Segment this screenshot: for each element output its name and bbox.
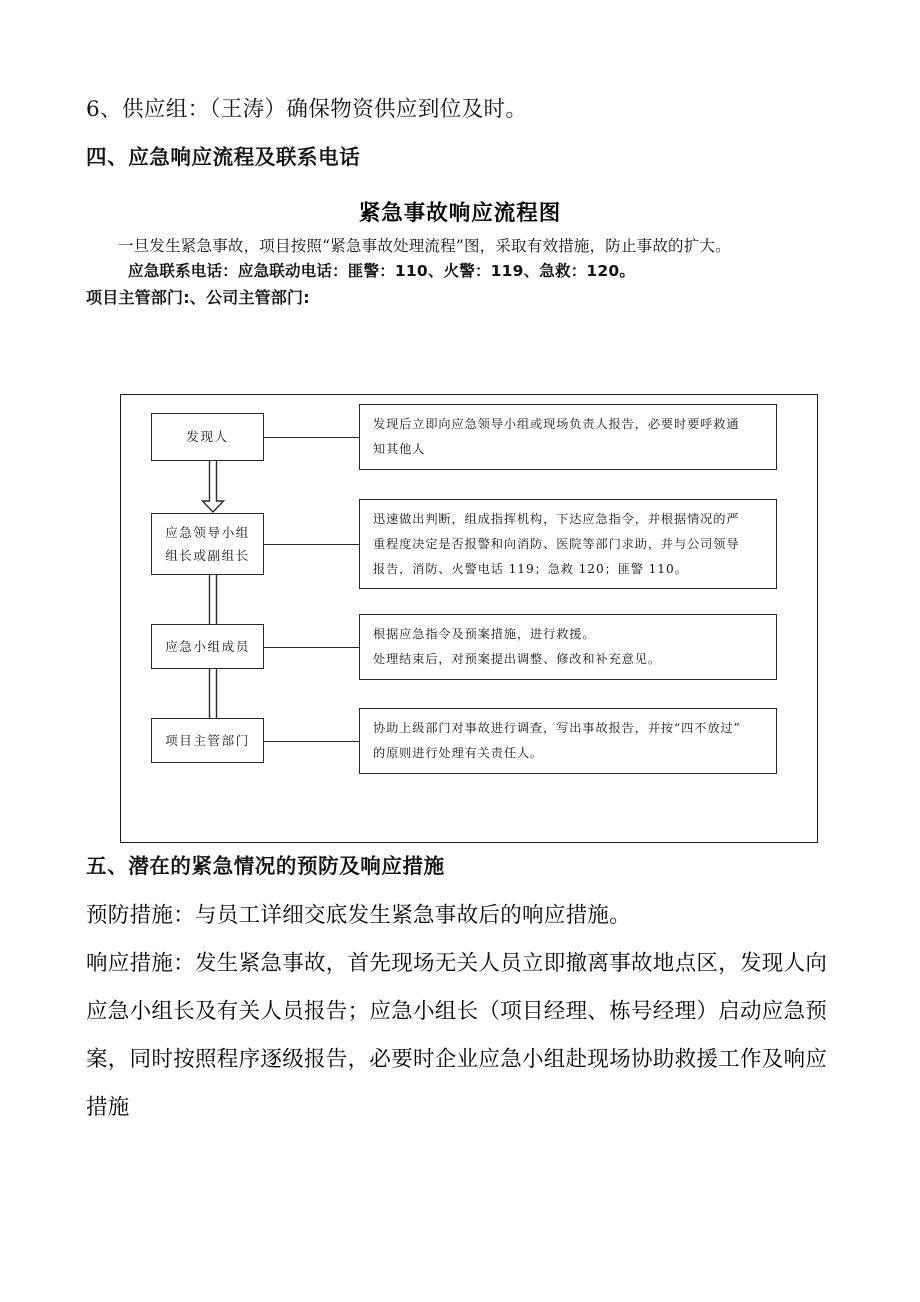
connector-line-4 bbox=[264, 741, 359, 742]
detail-line: 重程度决定是否报警和向消防、医院等部门求助，并与公司领导 bbox=[373, 537, 740, 552]
detail-line: 处理结束后，对预案提出调整、修改和补充意见。 bbox=[373, 652, 661, 667]
response-measures-line-3: 案，同时按照程序逐级报告，必要时企业应急小组赴现场协助救援工作及响应 bbox=[86, 1047, 828, 1072]
flowchart-inner bbox=[121, 395, 817, 842]
flow-arrow-1 bbox=[200, 461, 226, 513]
response-measures-line-1: 响应措施：发生紧急事故，首先现场无关人员立即撤离事故地点区，发现人向 bbox=[86, 951, 828, 976]
flow-node-label: 发现人 bbox=[186, 429, 229, 445]
flow-node-discoverer bbox=[151, 413, 264, 461]
flow-node-label: 项目主管部门 bbox=[165, 732, 250, 748]
flow-node-label: 应急小组成员 bbox=[165, 638, 250, 654]
connector-line-3 bbox=[264, 647, 359, 648]
section-five-heading: 五、潜在的紧急情况的预防及响应措施 bbox=[86, 854, 445, 878]
section-four-heading: 四、应急响应流程及联系电话 bbox=[86, 145, 361, 169]
detail-line: 的原则进行处理有关责任人。 bbox=[373, 746, 544, 761]
emergency-response-flowchart bbox=[120, 394, 818, 843]
chart-title: 紧急事故响应流程图 bbox=[358, 201, 562, 226]
flow-node-project-dept bbox=[151, 718, 264, 763]
intro-paragraph: 一旦发生紧急事故，项目按照“紧急事故处理流程”图，采取有效措施，防止事故的扩大。 bbox=[118, 237, 731, 255]
emergency-phone-line: 应急联系电话：应急联动电话：匪警：110、火警：119、急救：120。 bbox=[128, 262, 636, 280]
detail-line: 报告，消防、火警电话 119；急救 120；匪警 110。 bbox=[373, 562, 688, 577]
flow-detail-1 bbox=[359, 404, 777, 470]
response-measures-line-2: 应急小组长及有关人员报告；应急小组长（项目经理、栋号经理）启动应急预 bbox=[86, 999, 828, 1024]
prevention-measures-line: 预防措施：与员工详细交底发生紧急事故后的响应措施。 bbox=[86, 903, 632, 928]
supply-group-line: 6、供应组：（王涛）确保物资供应到位及时。 bbox=[86, 97, 528, 122]
flow-node-team-members bbox=[151, 624, 264, 669]
detail-line: 协助上级部门对事故进行调查，写出事故报告，并按“四不放过” bbox=[373, 721, 741, 735]
flow-detail-3 bbox=[359, 614, 777, 680]
department-line: 项目主管部门:、公司主管部门: bbox=[86, 288, 310, 307]
flow-node-label: 组长或副组长 bbox=[165, 548, 250, 563]
detail-line: 发现后立即向应急领导小组或现场负责人报告，必要时要呼救通 bbox=[373, 417, 740, 431]
flow-node-leader-group bbox=[151, 513, 264, 575]
response-measures-line-4: 措施 bbox=[86, 1095, 130, 1120]
detail-line: 根据应急指令及预案措施，进行救援。 bbox=[373, 627, 596, 641]
flow-detail-4 bbox=[359, 708, 777, 774]
flow-node-label: 应急领导小组 bbox=[165, 524, 250, 540]
detail-line: 知其他人 bbox=[373, 442, 426, 457]
connector-line-1 bbox=[264, 437, 359, 438]
flow-detail-2 bbox=[359, 499, 777, 589]
detail-line: 迅速做出判断，组成指挥机构，下达应急指令，并根据情况的严 bbox=[373, 512, 740, 526]
connector-line-2 bbox=[264, 544, 359, 545]
